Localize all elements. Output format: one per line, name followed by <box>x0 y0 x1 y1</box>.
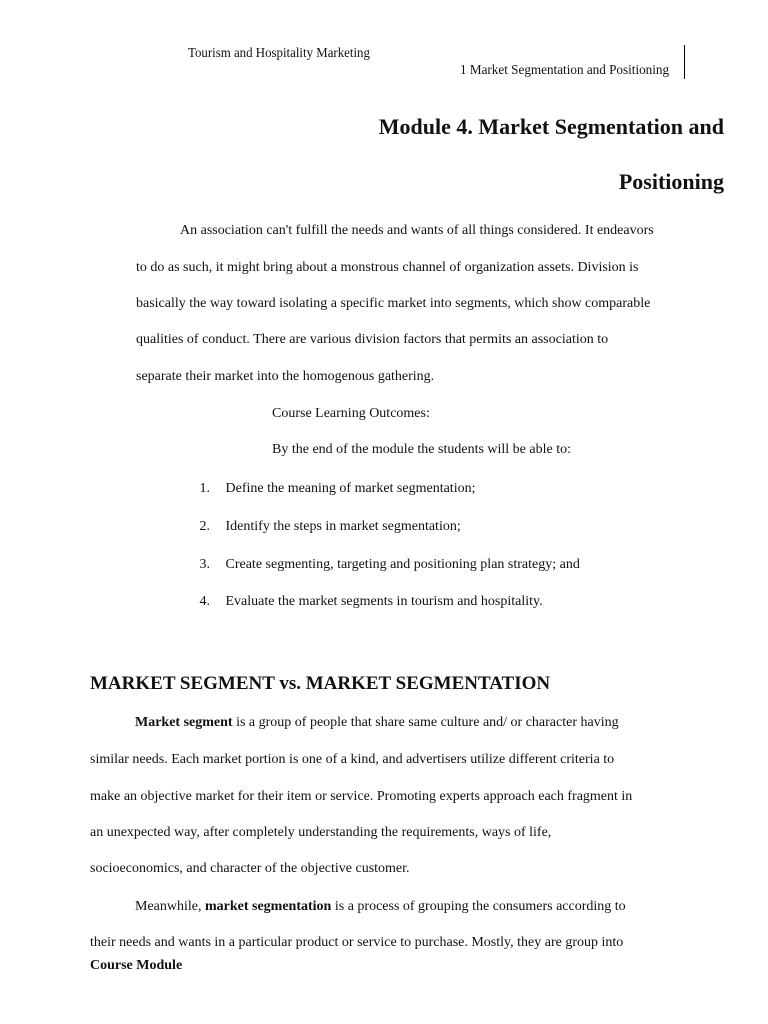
paragraph-line: similar needs. Each market portion is one of a kind, and advertisers utilize different criteria to <box>90 752 615 767</box>
intro-line: basically the way toward isolating a specific market into segments, which show comparable <box>136 296 651 311</box>
outcomes-lead: By the end of the module the students will be able to: <box>272 442 571 457</box>
page-footer: Course Module <box>90 958 183 973</box>
paragraph-text: Meanwhile, <box>135 899 205 914</box>
outcome-number: 1. <box>199 481 210 496</box>
paragraph-line <box>135 899 626 915</box>
outcome-number: 4. <box>199 594 210 609</box>
paragraph-line <box>135 715 619 731</box>
intro-line: separate their market into the homogenous gathering. <box>136 369 435 384</box>
outcomes-heading: Course Learning Outcomes: <box>272 406 430 421</box>
outcome-item <box>190 519 461 535</box>
paragraph-text: is a process of grouping the consumers according to <box>331 899 626 914</box>
term-market-segmentation: market segmentation <box>204 899 332 914</box>
outcome-text: Evaluate the market segments in tourism and hospitality. <box>225 594 543 609</box>
module-title-line2: Positioning <box>618 169 724 194</box>
outcome-item <box>190 557 580 573</box>
outcome-text: Create segmenting, targeting and positioning plan strategy; and <box>225 557 580 572</box>
outcome-number: 3. <box>199 557 210 572</box>
intro-line: to do as such, it might bring about a monstrous channel of organization assets. Division is <box>136 260 639 275</box>
intro-line: An association can't fulfill the needs and wants of all things considered. It endeavors <box>180 223 654 238</box>
outcome-number: 2. <box>199 519 210 534</box>
paragraph-line: make an objective market for their item or service. Promoting experts approach each fragment in <box>90 789 633 804</box>
outcome-text: Identify the steps in market segmentation; <box>225 519 461 534</box>
outcome-text: Define the meaning of market segmentation; <box>225 481 476 496</box>
module-title-line1: Module 4. Market Segmentation and <box>378 114 724 139</box>
paragraph-line: socioeconomics, and character of the objective customer. <box>90 861 410 876</box>
paragraph-line: their needs and wants in a particular product or service to purchase. Mostly, they are group into <box>90 935 624 950</box>
paragraph-text: is a group of people that share same culture and/ or character having <box>232 715 619 730</box>
text-cursor <box>684 45 685 79</box>
term-market-segment: Market segment <box>135 715 233 730</box>
outcome-item <box>190 481 475 497</box>
running-header-page: 1 Market Segmentation and Positioning <box>460 63 670 78</box>
intro-line: qualities of conduct. There are various division factors that permits an association to <box>136 332 609 347</box>
outcome-item <box>190 594 543 610</box>
section-heading: MARKET SEGMENT vs. MARKET SEGMENTATION <box>90 673 551 694</box>
paragraph-line: an unexpected way, after completely understanding the requirements, ways of life, <box>90 825 552 840</box>
running-header-course: Tourism and Hospitality Marketing <box>188 46 370 61</box>
